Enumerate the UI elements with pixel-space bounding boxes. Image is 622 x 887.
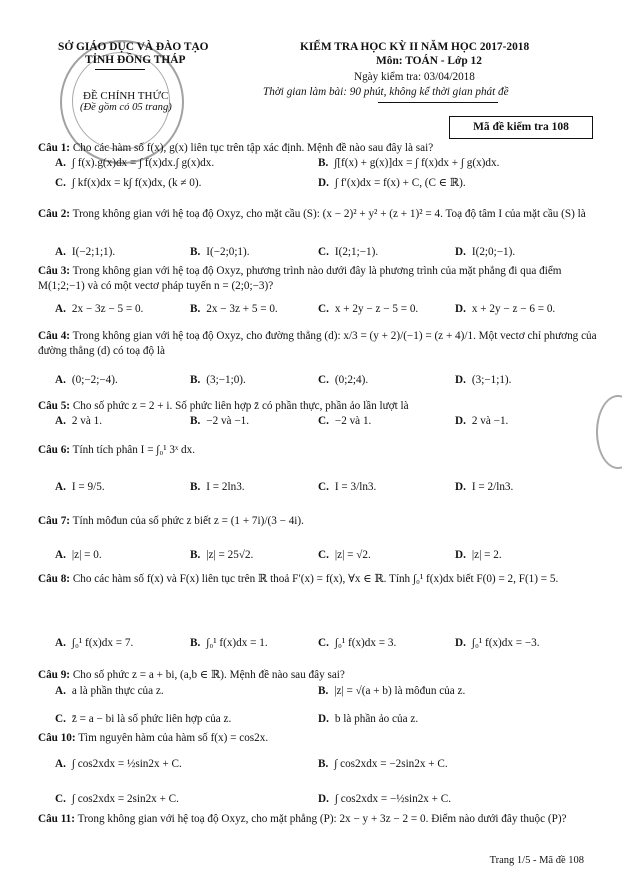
- answer-option: [318, 480, 376, 494]
- answer-option: [455, 414, 508, 428]
- answer-option: [318, 176, 466, 190]
- option-text: a là phần thực của z.: [71, 685, 164, 697]
- answer-option: [318, 302, 418, 316]
- option-letter: A.: [55, 303, 66, 315]
- answer-option: [318, 636, 396, 650]
- answer-option: [455, 373, 511, 387]
- option-text: b là phần ảo của z.: [334, 713, 419, 725]
- option-text: |z| = √(a + b) là môđun của z.: [334, 685, 466, 697]
- option-text: |z| = 25√2.: [206, 549, 254, 561]
- option-text: ∫ kf(x)dx = k∫ f(x)dx, (k ≠ 0).: [71, 177, 202, 189]
- question-label: Câu 7:: [38, 515, 71, 527]
- answer-option: [318, 414, 371, 428]
- option-text: −2 và −1.: [206, 415, 250, 427]
- option-text: ∫ f′(x)dx = f(x) + C, (C ∈ ℝ).: [334, 177, 466, 189]
- question-10: [38, 731, 598, 746]
- option-text: (3;−1;0).: [206, 374, 246, 386]
- option-letter: B.: [190, 481, 201, 493]
- question-5: [38, 399, 598, 414]
- option-text: ∫₀¹ f(x)dx = 7.: [71, 637, 134, 649]
- question-label: Câu 1:: [38, 142, 71, 154]
- option-letter: B.: [190, 637, 201, 649]
- question-label: Câu 2:: [38, 208, 71, 220]
- option-letter: A.: [55, 481, 66, 493]
- answer-option: [318, 156, 499, 170]
- question-7: [38, 514, 598, 529]
- exam-duration: Thời gian làm bài: 90 phút, không kể thời gian phát đề: [263, 86, 509, 98]
- option-letter: C.: [55, 793, 66, 805]
- option-text: ∫[f(x) + g(x)]dx = ∫ f(x)dx + ∫ g(x)dx.: [334, 157, 500, 169]
- option-letter: A.: [55, 637, 66, 649]
- question-label: Câu 4:: [38, 330, 71, 342]
- answer-option: [318, 792, 451, 806]
- answer-option: [55, 548, 102, 562]
- edge-seal: [596, 395, 622, 469]
- answer-option: [318, 757, 448, 771]
- option-letter: A.: [55, 758, 66, 770]
- option-text: I(2;1;−1).: [334, 246, 379, 258]
- exam-title: KIỂM TRA HỌC KỲ II NĂM HỌC 2017-2018: [300, 41, 530, 53]
- question-text: Trong không gian với hệ toạ độ Oxyz, cho đường thẳng (d): x/3 = (y + 2)/(−1) = (z + 4)/1. Một vectơ chỉ phương của đường thẳng (d) có toạ độ là: [38, 330, 597, 357]
- question-4: [38, 329, 598, 359]
- divider-right: [378, 102, 498, 103]
- answer-option: [190, 480, 245, 494]
- answer-option: [318, 548, 371, 562]
- exam-code: Mã đề kiểm tra 108: [449, 116, 593, 139]
- question-label: Câu 11:: [38, 813, 75, 825]
- question-text: Cho các hàm số f(x) và F(x) liên tục trên ℝ thoả F′(x) = f(x), ∀x ∈ ℝ. Tính ∫₀¹ f(x)dx biết F(0) = 2, F(1) = 5.: [72, 573, 559, 585]
- option-letter: D.: [455, 415, 466, 427]
- option-text: I(−2;0;1).: [206, 246, 250, 258]
- answer-option: [190, 302, 278, 316]
- option-text: 2x − 3z + 5 = 0.: [206, 303, 278, 315]
- divider-left: [95, 69, 145, 70]
- answer-option: [455, 302, 555, 316]
- option-letter: A.: [55, 246, 66, 258]
- option-letter: A.: [55, 374, 66, 386]
- question-text: Tính tích phân I = ∫₀¹ 3ˣ dx.: [72, 444, 196, 456]
- option-letter: D.: [455, 374, 466, 386]
- answer-option: [55, 176, 201, 190]
- option-letter: B.: [190, 415, 201, 427]
- option-text: ∫₀¹ f(x)dx = −3.: [471, 637, 540, 649]
- answer-option: [190, 636, 268, 650]
- answer-option: [55, 480, 105, 494]
- option-text: |z| = √2.: [334, 549, 371, 561]
- option-text: ∫ cos2xdx = 2sin2x + C.: [71, 793, 179, 805]
- option-letter: B.: [190, 246, 201, 258]
- answer-option: [190, 245, 250, 259]
- answer-option: [55, 245, 115, 259]
- question-8: [38, 572, 598, 587]
- option-letter: C.: [318, 637, 329, 649]
- option-letter: D.: [455, 549, 466, 561]
- question-11: [38, 812, 598, 827]
- option-letter: C.: [55, 177, 66, 189]
- option-letter: A.: [55, 685, 66, 697]
- question-text: Trong không gian với hệ toạ độ Oxyz, cho mặt phẳng (P): 2x − y + 3z − 2 = 0. Điểm nào dưới đây thuộc (P)?: [77, 813, 567, 825]
- option-text: |z| = 0.: [71, 549, 102, 561]
- option-text: (0;−2;−4).: [71, 374, 118, 386]
- option-letter: C.: [55, 713, 66, 725]
- answer-option: [455, 636, 540, 650]
- option-letter: B.: [318, 758, 329, 770]
- question-text: Tính môđun của số phức z biết z = (1 + 7i)/(3 − 4i).: [72, 515, 304, 527]
- option-letter: D.: [455, 303, 466, 315]
- option-letter: B.: [190, 374, 201, 386]
- option-letter: D.: [318, 793, 329, 805]
- option-letter: A.: [55, 415, 66, 427]
- question-text: Cho các hàm số f(x), g(x) liên tục trên tập xác định. Mệnh đề nào sau đây là sai?: [72, 142, 434, 154]
- option-letter: C.: [318, 481, 329, 493]
- option-letter: B.: [318, 157, 329, 169]
- question-label: Câu 6:: [38, 444, 71, 456]
- answer-option: [318, 245, 378, 259]
- answer-option: [190, 414, 249, 428]
- answer-option: [318, 712, 418, 726]
- question-3: [38, 264, 598, 294]
- option-text: (0;2;4).: [334, 374, 369, 386]
- page-footer: Trang 1/5 - Mã đề 108: [489, 855, 584, 866]
- option-text: |z| = 2.: [471, 549, 502, 561]
- option-text: ∫ cos2xdx = −½sin2x + C.: [334, 793, 452, 805]
- page-count: (Đề gồm có 05 trang): [80, 102, 172, 113]
- option-text: ∫₀¹ f(x)dx = 1.: [206, 637, 268, 649]
- option-text: −2 và 1.: [334, 415, 372, 427]
- option-text: x + 2y − z − 6 = 0.: [471, 303, 556, 315]
- answer-option: [55, 792, 179, 806]
- official-label: ĐỀ CHÍNH THỨC: [83, 90, 169, 102]
- question-text: Trong không gian với hệ toạ độ Oxyz, phương trình nào dưới đây là phương trình của mặt phẳng đi qua điểm M(1;2;−1) và có một vectơ pháp tuyến n = (2;0;−3)?: [38, 265, 562, 292]
- exam-date: Ngày kiểm tra: 03/04/2018: [354, 71, 475, 83]
- answer-option: [55, 712, 231, 726]
- province-name: TỈNH ĐỒNG THÁP: [85, 54, 186, 66]
- option-text: I = 2ln3.: [206, 481, 245, 493]
- question-label: Câu 10:: [38, 732, 76, 744]
- option-letter: D.: [455, 246, 466, 258]
- option-letter: A.: [55, 157, 66, 169]
- answer-option: [55, 302, 143, 316]
- answer-option: [318, 373, 368, 387]
- answer-option: [55, 636, 133, 650]
- option-letter: C.: [318, 415, 329, 427]
- option-text: ∫₀¹ f(x)dx = 3.: [334, 637, 397, 649]
- question-2: [38, 207, 598, 222]
- option-text: I = 2/ln3.: [471, 481, 514, 493]
- answer-option: [55, 156, 214, 170]
- option-letter: C.: [318, 303, 329, 315]
- option-letter: C.: [318, 374, 329, 386]
- option-text: I = 9/5.: [71, 481, 105, 493]
- question-text: Cho số phức z = a + bi, (a,b ∈ ℝ). Mệnh đề nào sau đây sai?: [72, 669, 345, 681]
- question-text: Cho số phức z = 2 + i. Số phức liên hợp z̄ có phần thực, phần ảo lần lượt là: [72, 400, 409, 412]
- option-letter: D.: [318, 713, 329, 725]
- option-text: x + 2y − z − 5 = 0.: [334, 303, 419, 315]
- option-text: 2 và −1.: [471, 415, 509, 427]
- option-letter: A.: [55, 549, 66, 561]
- question-6: [38, 443, 598, 458]
- answer-option: [55, 414, 102, 428]
- answer-option: [55, 684, 164, 698]
- option-letter: C.: [318, 246, 329, 258]
- question-label: Câu 8:: [38, 573, 71, 585]
- option-text: (3;−1;1).: [471, 374, 512, 386]
- option-letter: B.: [318, 685, 329, 697]
- answer-option: [55, 757, 182, 771]
- answer-option: [455, 548, 502, 562]
- answer-option: [318, 684, 465, 698]
- option-letter: C.: [318, 549, 329, 561]
- question-9: [38, 668, 598, 683]
- option-letter: B.: [190, 303, 201, 315]
- option-text: ∫ cos2xdx = −2sin2x + C.: [334, 758, 448, 770]
- option-text: 2x − 3z − 5 = 0.: [71, 303, 144, 315]
- question-label: Câu 3:: [38, 265, 71, 277]
- option-text: I(2;0;−1).: [471, 246, 516, 258]
- question-1: [38, 141, 598, 156]
- dept-name: SỞ GIÁO DỤC VÀ ĐÀO TẠO: [58, 41, 209, 53]
- answer-option: [190, 548, 253, 562]
- option-text: ∫ f(x).g(x)dx = ∫ f(x)dx.∫ g(x)dx.: [71, 157, 215, 169]
- question-label: Câu 9:: [38, 669, 71, 681]
- option-text: z̄ = a − bi là số phức liên hợp của z.: [71, 713, 232, 725]
- answer-option: [455, 480, 513, 494]
- subject: Môn: TOÁN - Lớp 12: [376, 55, 482, 67]
- question-text: Tìm nguyên hàm của hàm số f(x) = cos2x.: [78, 732, 269, 744]
- option-text: ∫ cos2xdx = ½sin2x + C.: [71, 758, 182, 770]
- option-letter: D.: [318, 177, 329, 189]
- answer-option: [55, 373, 118, 387]
- question-text: Trong không gian với hệ toạ độ Oxyz, cho mặt cầu (S): (x − 2)² + y² + (z + 1)² = 4. Toạ độ tâm I của mặt cầu (S) là: [72, 208, 586, 220]
- answer-option: [455, 245, 515, 259]
- option-text: I(−2;1;1).: [71, 246, 116, 258]
- option-text: 2 và 1.: [71, 415, 103, 427]
- option-letter: D.: [455, 637, 466, 649]
- option-letter: D.: [455, 481, 466, 493]
- option-text: I = 3/ln3.: [334, 481, 377, 493]
- answer-option: [190, 373, 246, 387]
- question-label: Câu 5:: [38, 400, 71, 412]
- option-letter: B.: [190, 549, 201, 561]
